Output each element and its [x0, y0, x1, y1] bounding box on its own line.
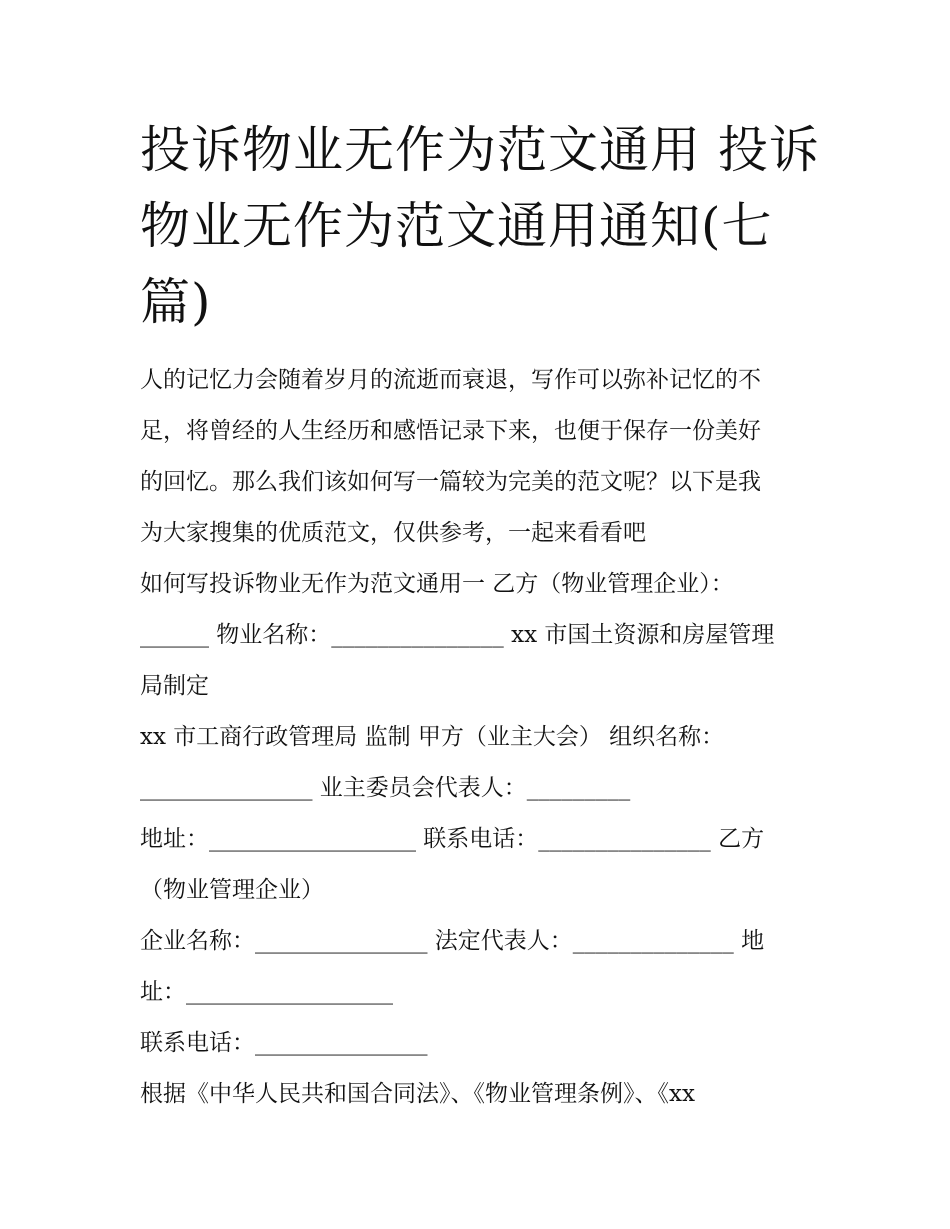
- document-body: [140, 355, 820, 1120]
- document-title: [140, 112, 820, 340]
- body-line: 人的记忆力会随着岁月的流逝而衰退，写作可以弥补记忆的不: [140, 367, 761, 393]
- body-line: 址：__________________: [140, 979, 393, 1005]
- body-line: 根据《中华人民共和国合同法》、《物业管理条例》、《xx: [140, 1081, 695, 1107]
- body-line: （物业管理企业）: [140, 877, 324, 903]
- title-line: 篇): [140, 273, 212, 331]
- body-line: 地址：__________________ 联系电话：_______________ 乙方: [140, 826, 765, 852]
- body-line: 为大家搜集的优质范文，仅供参考，一起来看看吧: [140, 520, 646, 546]
- body-line: 企业名称：_______________ 法定代表人：______________ 地: [140, 928, 765, 954]
- title-line: 投诉物业无作为范文通用 投诉: [140, 121, 820, 179]
- body-line: 如何写投诉物业无作为范文通用一 乙方（物业管理企业）：: [140, 571, 734, 597]
- body-line: ______ 物业名称：_______________ xx 市国土资源和房屋管理: [140, 622, 775, 648]
- body-line: 的回忆。那么我们该如何写一篇较为完美的范文呢？以下是我: [140, 469, 761, 495]
- body-line: 局制定: [140, 673, 209, 699]
- body-line: 联系电话：_______________: [140, 1030, 428, 1056]
- body-line: 足，将曾经的人生经历和感悟记录下来，也便于保存一份美好: [140, 418, 761, 444]
- title-line: 物业无作为范文通用通知(七: [140, 197, 773, 255]
- body-line: xx 市工商行政管理局 监制 甲方（业主大会） 组织名称：: [140, 724, 725, 750]
- body-line: _______________ 业主委员会代表人：_________: [140, 775, 631, 801]
